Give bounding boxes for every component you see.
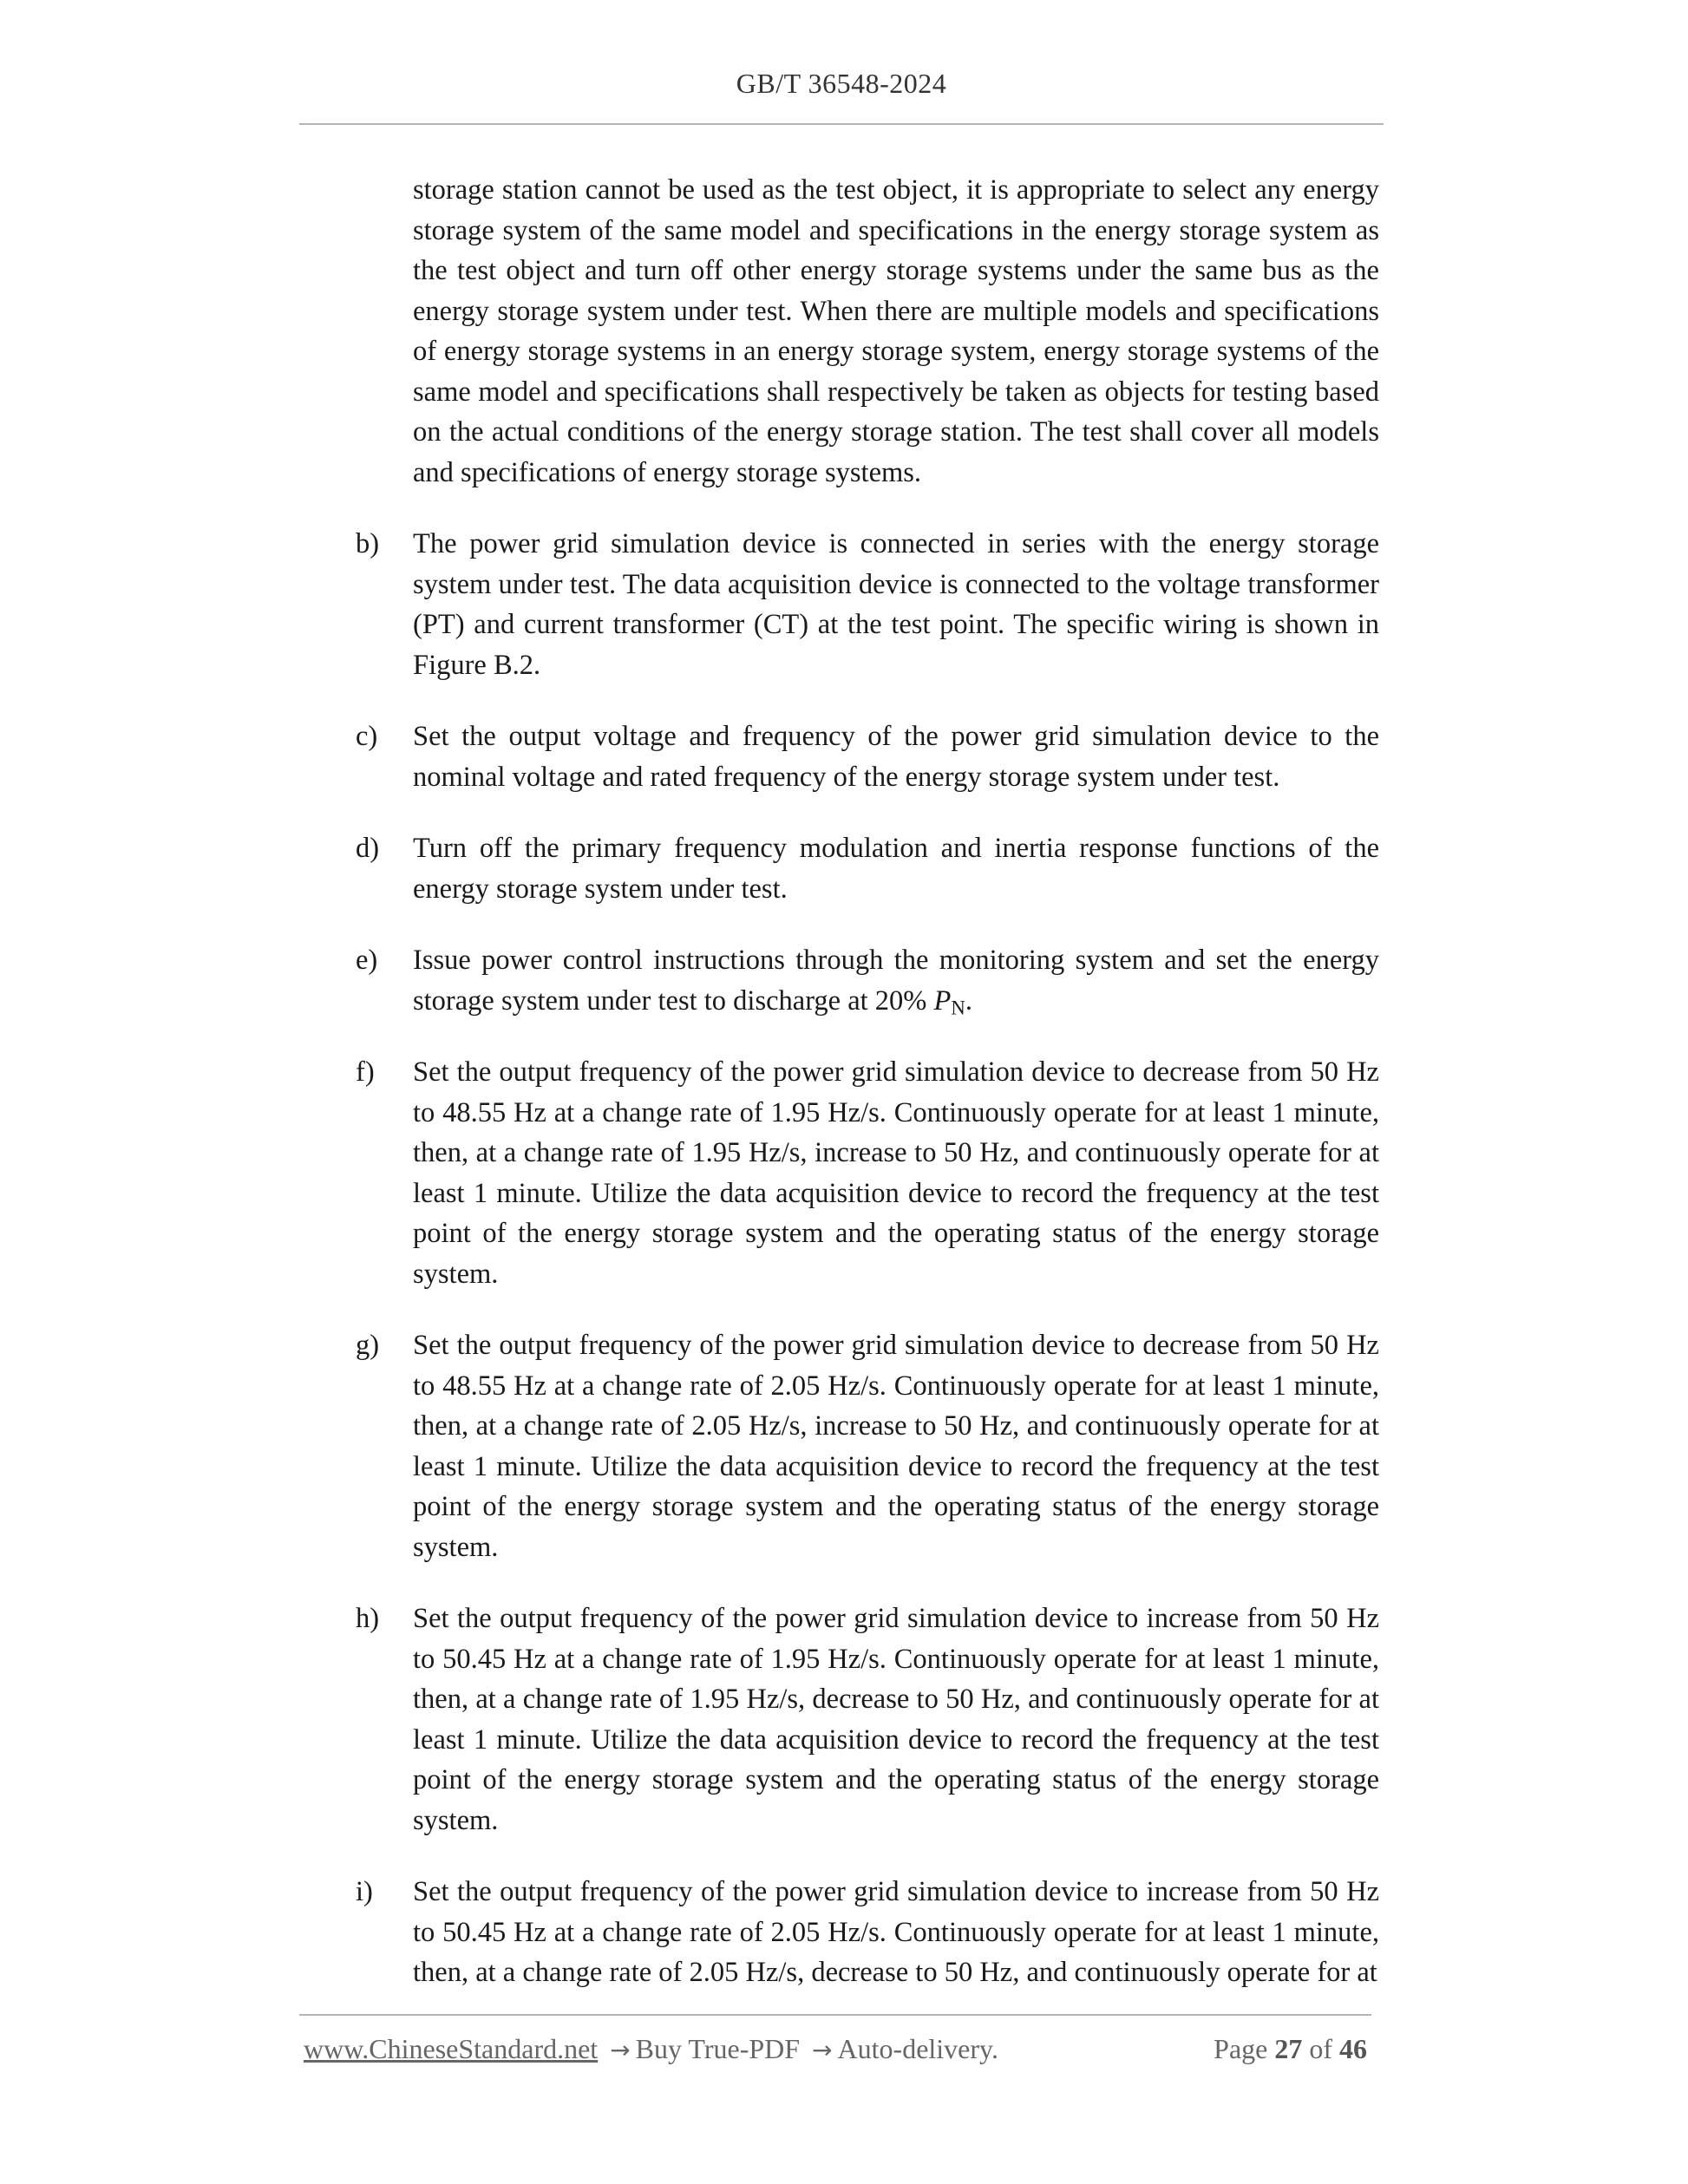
list-marker: e): [356, 945, 378, 976]
list-item-f: [356, 1052, 1379, 1294]
list-item-text: Set the output frequency of the power grid simulation device to decrease from 50 Hz to 48.55 Hz at a change rate of 1.95 Hz/s. Continuously operate for at least 1 minute, then, at a change rate of 1.95 Hz/s, increase to 50 Hz, and continuously operate for at least 1 minute. Utilize the data acquisition device to record the frequency at the test point of the energy storage system and the operating status of the energy storage system.: [413, 1056, 1379, 1290]
list-item-text: The power grid simulation device is connected in series with the energy storage system under test. The data acquisition device is connected to the voltage transformer (PT) and current transformer (CT) at the test point. The specific wiring is shown in Figure B.2.: [413, 528, 1379, 681]
power-symbol: P: [933, 984, 952, 1017]
page-footer: [304, 2033, 1367, 2065]
list-marker: b): [356, 528, 380, 559]
right-arrow-icon: →: [610, 2036, 631, 2064]
item-text-before: Issue power control instructions through the monitoring system and set the energy storage system under test to discharge at 20%: [413, 945, 1379, 1017]
list-marker: d): [356, 833, 380, 864]
list-item-e: [356, 940, 1379, 1021]
list-item-b: [356, 524, 1379, 685]
buy-pdf-text: Buy True-PDF: [635, 2033, 801, 2064]
list-item-text: [413, 940, 1379, 1021]
list-item-text: Set the output frequency of the power grid simulation device to decrease from 50 Hz to 48.55 Hz at a change rate of 2.05 Hz/s. Continuously operate for at least 1 minute, then, at a change rate of 2.05 Hz/s, increase to 50 Hz, and continuously operate for at least 1 minute. Utilize the data acquisition device to record the frequency at the test point of the energy storage system and the operating status of the energy storage system.: [413, 1330, 1379, 1563]
list-item-text: Turn off the primary frequency modulation and inertia response functions of the energy storage system under test.: [413, 833, 1379, 905]
item-text-after: .: [965, 984, 972, 1017]
header-divider: [299, 123, 1384, 125]
list-marker: i): [356, 1876, 373, 1907]
list-marker: g): [356, 1330, 380, 1361]
list-item-d: [356, 828, 1379, 909]
of-label: of: [1309, 2033, 1332, 2064]
continuation-paragraph: storage station cannot be used as the test object, it is appropriate to select any energy storage system of the same model and specifications in the energy storage system as the test object and turn off other energy storage systems under the same bus as the energy storage system under test. When there are multiple models and specifications of energy storage systems in an energy storage system, energy storage systems of the same model and specifications shall respectively be taken as objects for testing based on the actual conditions of the energy storage station. The test shall cover all models and specifications of energy storage systems.: [413, 174, 1379, 488]
website-link[interactable]: www.ChineseStandard.net: [304, 2033, 599, 2064]
list-item-text: Set the output frequency of the power grid simulation device to increase from 50 Hz to 50.45 Hz at a change rate of 1.95 Hz/s. Continuously operate for at least 1 minute, then, at a change rate of 1.95 Hz/s, decrease to 50 Hz, and continuously operate for at least 1 minute. Utilize the data acquisition device to record the frequency at the test point of the energy storage system and the operating status of the energy storage system.: [413, 1603, 1379, 1836]
list-item-i: [356, 1872, 1379, 1993]
page-number: [1214, 2033, 1367, 2065]
auto-delivery-text: Auto-delivery.: [837, 2033, 998, 2064]
list-item-g: [356, 1325, 1379, 1567]
right-arrow-icon: →: [812, 2036, 833, 2064]
list-marker: c): [356, 721, 378, 752]
current-page-number: 27: [1274, 2033, 1303, 2064]
total-page-number: 46: [1339, 2033, 1367, 2064]
list-marker: h): [356, 1603, 380, 1634]
list-item-c: [356, 716, 1379, 797]
list-item-text: Set the output frequency of the power grid simulation device to increase from 50 Hz to 50.45 Hz at a change rate of 2.05 Hz/s. Continuously operate for at least 1 minute, then, at a change rate of 2.05 Hz/s, decrease to 50 Hz, and continuously operate for at: [413, 1876, 1379, 1988]
list-item-text: Set the output voltage and frequency of the power grid simulation device to the nominal voltage and rated frequency of the energy storage system under test.: [413, 721, 1379, 793]
page-label: Page: [1214, 2033, 1268, 2064]
footer-divider: [299, 2014, 1371, 2016]
power-subscript: N: [951, 997, 965, 1019]
footer-promo: [304, 2033, 998, 2065]
page-header-title: GB/T 36548-2024: [736, 68, 947, 99]
list-marker: f): [356, 1056, 375, 1088]
document-body: [356, 170, 1379, 1993]
list-item-h: [356, 1599, 1379, 1841]
